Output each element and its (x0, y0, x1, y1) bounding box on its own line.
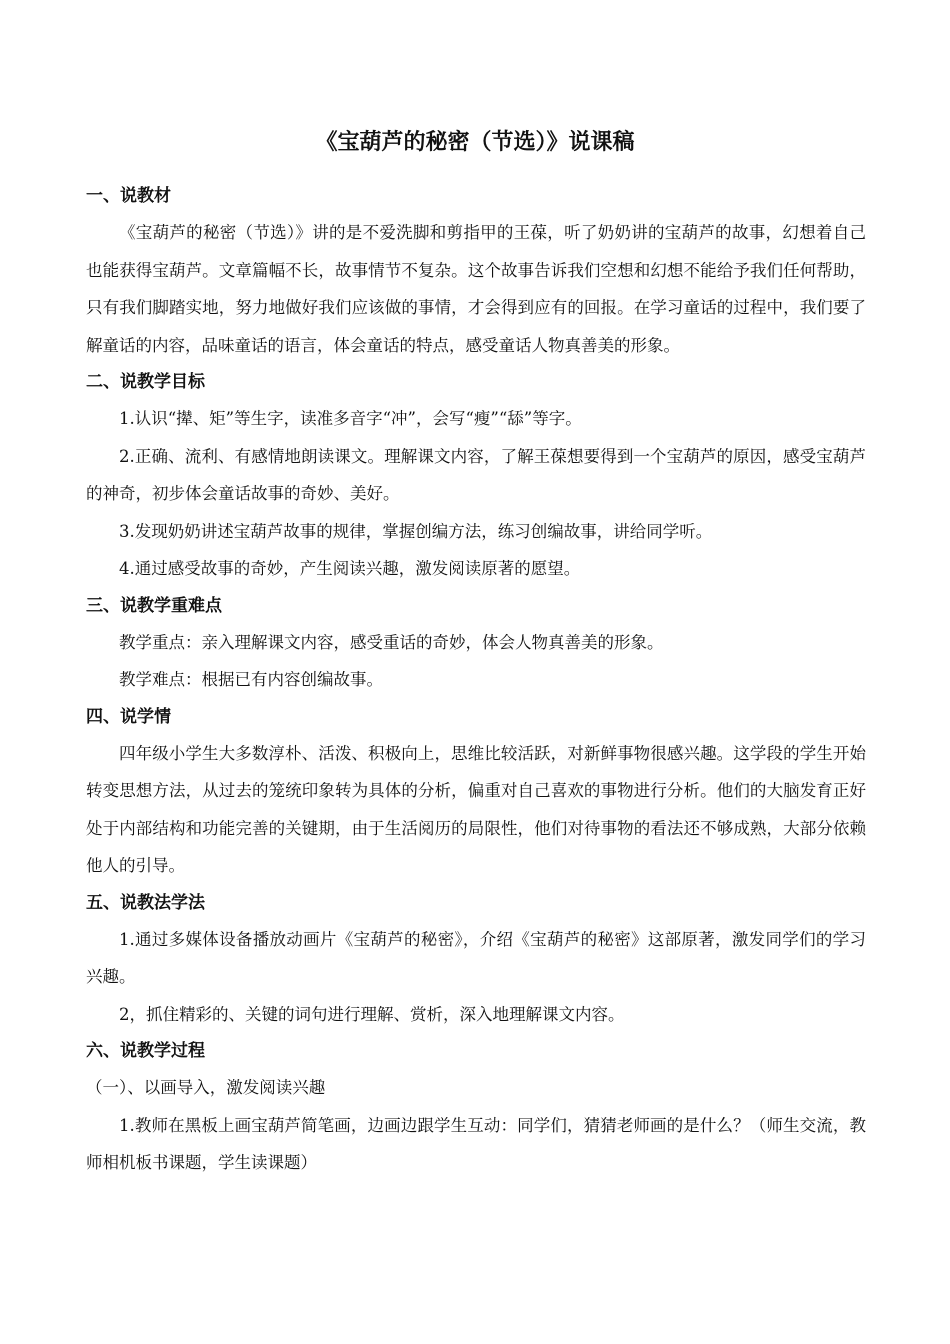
method-item: 1.通过多媒体设备播放动画片《宝葫芦的秘密》，介绍《宝葫芦的秘密》这部原著，激发同学们的学习兴趣。 (86, 929, 866, 986)
section-heading-methods: 五、说教法学法 (86, 892, 205, 913)
objective-item: 3.发现奶奶讲述宝葫芦故事的规律，掌握创编方法，练习创编故事，讲给同学听。 (119, 521, 713, 541)
objective-item: 2.正确、流利、有感情地朗读课文。理解课文内容，了解王葆想要得到一个宝葫芦的原因，感受宝葫芦的神奇，初步体会童话故事的奇妙、美好。 (86, 446, 866, 503)
objective-item: 1.认识“撵、矩”等生字，读准多音字“冲”，会写“瘦”“舔”等字。 (119, 409, 582, 428)
process-subheading: （一）、以画导入，激发阅读兴趣 (86, 1078, 326, 1097)
materials-paragraph: 《宝葫芦的秘密（节选）》讲的是不爱洗脚和剪指甲的王葆，听了奶奶讲的宝葫芦的故事，幻想着自己也能获得宝葫芦。文章篇幅不长，故事情节不复杂。这个故事告诉我们空想和幻想不能给予我们任何帮助，只有我们脚踏实地，努力地做好我们应该做的事情，才会得到应有的回报。在学习童话的过程中，我们要了解童话的内容，品味童话的语言，体会童话的特点，感受童话人物真善美的形象。 (86, 223, 866, 355)
section-heading-process: 六、说教学过程 (86, 1041, 205, 1061)
section-heading-key-points: 三、说教学重难点 (86, 595, 222, 616)
students-paragraph: 四年级小学生大多数淳朴、活泼、积极向上，思维比较活跃，对新鲜事物很感兴趣。这学段的学生开始转变思想方法，从过去的笼统印象转为具体的分析，偏重对自己喜欢的事物进行分析。他们的大脑发育正好处于内部结构和功能完善的关键期，由于生活阅历的局限性，他们对待事物的看法还不够成熟，大部分依赖他人的引导。 (86, 743, 866, 875)
document-body (86, 178, 866, 1182)
key-point-item: 教学难点：根据已有内容创编故事。 (119, 670, 383, 689)
key-point-item: 教学重点：亲入理解课文内容，感受重话的奇妙，体会人物真善美的形象。 (119, 632, 664, 652)
process-item: 1.教师在黑板上画宝葫芦简笔画，边画边跟学生互动：同学们，猜猜老师画的是什么？（师生交流，教师相机板书课题，学生读课题） (86, 1115, 866, 1172)
objective-item: 4.通过感受故事的奇妙，产生阅读兴趣，激发阅读原著的愿望。 (119, 559, 581, 578)
section-heading-students: 四、说学情 (86, 706, 171, 727)
section-heading-objectives: 二、说教学目标 (86, 372, 205, 392)
document-title: 《宝葫芦的秘密（节选）》说课稿 (315, 130, 635, 155)
method-item: 2，抓住精彩的、关键的词句进行理解、赏析，深入地理解课文内容。 (119, 1004, 625, 1024)
section-heading-materials: 一、说教材 (86, 186, 171, 206)
